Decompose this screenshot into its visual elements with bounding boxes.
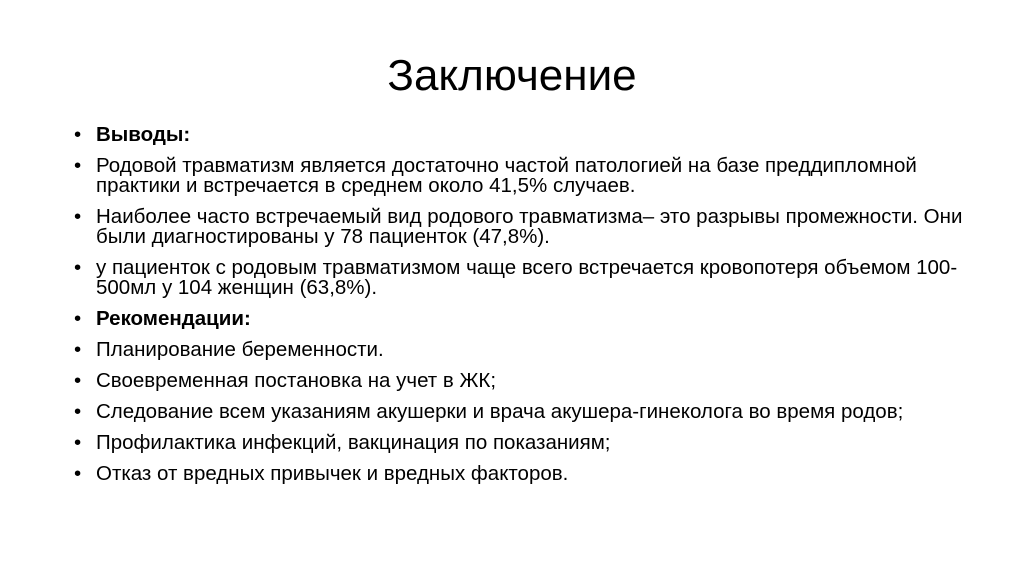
bullet-text: Выводы: [96,123,191,146]
slide-title: Заключение [387,51,637,100]
bullet-text: Профилактика инфекций, вакцинация по показаниям; [96,431,611,454]
bullet-item-registration [72,371,972,391]
bullet-text: Наиболее часто встречаемый вид родового травматизма– это разрывы промежности. Они были диагностированы у 78 пациенток (47,8%). [96,205,963,248]
bullet-icon: • [74,431,82,454]
bullet-icon: • [74,400,82,423]
bullet-item-follow-instructions [72,402,972,422]
bullet-list [72,125,972,495]
bullet-text: Отказ от вредных привычек и вредных факторов. [96,462,569,485]
bullet-text: Планирование беременности. [96,338,384,361]
bullet-item-blood-loss [72,258,972,298]
bullet-icon: • [74,123,82,146]
bullet-text: у пациенток с родовым травматизмом чаще всего встречается кровопотеря объемом 100- 500мл у 104 женщин (63,8%). [96,256,958,299]
bullet-icon: • [74,369,82,392]
bullet-text: Родовой травматизм является достаточно частой патологией на базе преддипломной практики и встречается в среднем около 41,5% случаев. [96,154,917,197]
bullet-text: Своевременная постановка на учет в ЖК; [96,369,497,392]
bullet-item-avoid-habits [72,464,972,484]
bullet-item-perineal-tears [72,207,972,247]
bullet-icon: • [74,154,82,177]
bullet-text: Следование всем указаниям акушерки и врача акушера-гинеколога во время родов; [96,400,904,423]
bullet-icon: • [74,307,82,330]
bullet-icon: • [74,205,82,228]
bullet-icon: • [74,256,82,279]
bullet-icon: • [74,338,82,361]
bullet-text: Рекомендации: [96,307,251,330]
bullet-item-recommendations-heading [72,309,972,329]
bullet-item-pregnancy-planning [72,340,972,360]
bullet-item-trauma-frequency [72,156,972,196]
bullet-item-conclusions-heading [72,125,972,145]
bullet-item-infection-prevention [72,433,972,453]
bullet-icon: • [74,462,82,485]
